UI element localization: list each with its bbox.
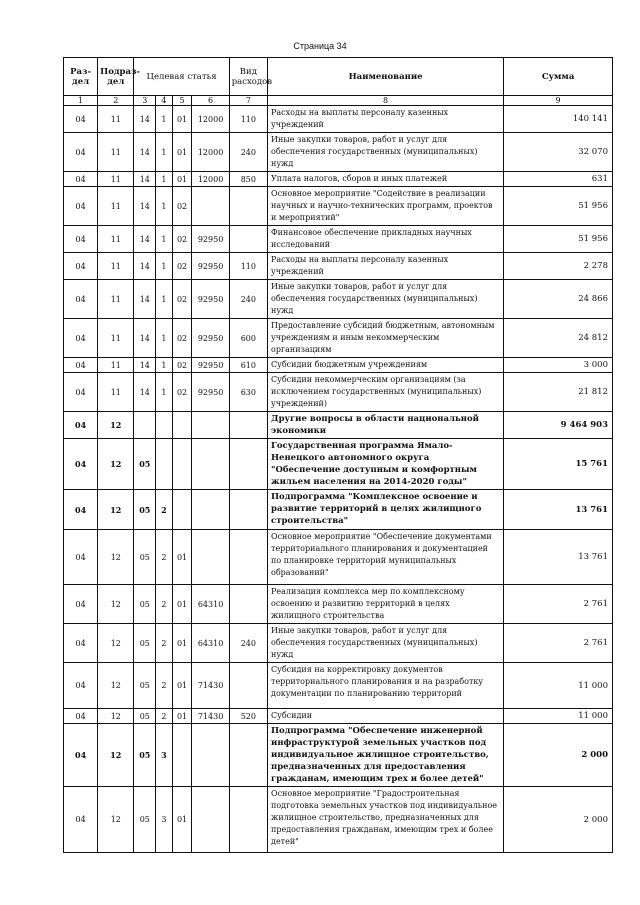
podrazdel-cell: 11 <box>98 172 134 187</box>
cs-event-cell: 02 <box>172 280 192 319</box>
summa-cell: 24 812 <box>504 319 613 358</box>
cs-subprogram-cell: 2 <box>156 490 173 530</box>
summa-cell: 11 000 <box>504 663 613 709</box>
razdel-cell: 04 <box>64 319 98 358</box>
table-row <box>64 172 613 187</box>
naimenovanie-cell: Предоставление субсидий бюджетным, автономным учреждениям и иным некоммерческим организациям <box>268 319 504 358</box>
col-num: 3 <box>134 96 156 106</box>
cs-event-cell: 01 <box>172 624 192 663</box>
razdel-cell: 04 <box>64 787 98 853</box>
cs-event-cell <box>172 724 192 787</box>
cs-event-cell: 01 <box>172 106 192 133</box>
vid-rashodov-cell <box>229 530 267 585</box>
table-row <box>64 787 613 853</box>
cs-subprogram-cell: 1 <box>156 319 173 358</box>
summa-cell: 2 000 <box>504 787 613 853</box>
cs-subprogram-cell: 1 <box>156 187 173 226</box>
table-row <box>64 187 613 226</box>
razdel-cell: 04 <box>64 530 98 585</box>
cs-direction-cell <box>192 724 229 787</box>
podrazdel-cell: 12 <box>98 624 134 663</box>
vid-rashodov-cell: 630 <box>229 373 267 412</box>
razdel-cell: 04 <box>64 490 98 530</box>
naimenovanie-cell: Субсидии бюджетным учреждениям <box>268 358 504 373</box>
vid-rashodov-cell: 610 <box>229 358 267 373</box>
cs-subprogram-cell <box>156 439 173 490</box>
cs-program-cell: 05 <box>134 585 156 624</box>
header-vid-rashodov: Вид расходов <box>229 58 267 96</box>
naimenovanie-cell: Уплата налогов, сборов и иных платежей <box>268 172 504 187</box>
cs-program-cell: 05 <box>134 787 156 853</box>
col-num: 5 <box>172 96 192 106</box>
cs-direction-cell <box>192 787 229 853</box>
cs-event-cell: 02 <box>172 358 192 373</box>
cs-event-cell <box>172 490 192 530</box>
razdel-cell: 04 <box>64 624 98 663</box>
podrazdel-cell: 12 <box>98 663 134 709</box>
naimenovanie-cell: Финансовое обеспечение прикладных научных исследований <box>268 226 504 253</box>
cs-direction-cell: 71430 <box>192 709 229 724</box>
cs-event-cell: 01 <box>172 585 192 624</box>
cs-program-cell: 14 <box>134 319 156 358</box>
cs-event-cell: 01 <box>172 172 192 187</box>
summa-cell: 32 070 <box>504 133 613 172</box>
podrazdel-cell: 11 <box>98 133 134 172</box>
vid-rashodov-cell: 110 <box>229 106 267 133</box>
vid-rashodov-cell: 520 <box>229 709 267 724</box>
razdel-cell: 04 <box>64 133 98 172</box>
naimenovanie-cell: Расходы на выплаты персоналу казенных учреждений <box>268 106 504 133</box>
podrazdel-cell: 12 <box>98 412 134 439</box>
cs-subprogram-cell: 1 <box>156 253 173 280</box>
razdel-cell: 04 <box>64 709 98 724</box>
col-num: 7 <box>229 96 267 106</box>
summa-cell: 631 <box>504 172 613 187</box>
cs-program-cell: 14 <box>134 187 156 226</box>
summa-cell: 2 761 <box>504 585 613 624</box>
cs-direction-cell <box>192 412 229 439</box>
cs-event-cell: 01 <box>172 133 192 172</box>
page-number: Страница 34 <box>293 41 347 51</box>
vid-rashodov-cell <box>229 226 267 253</box>
summa-cell: 2 000 <box>504 724 613 787</box>
table-row <box>64 490 613 530</box>
table-row <box>64 724 613 787</box>
razdel-cell: 04 <box>64 253 98 280</box>
cs-subprogram-cell: 2 <box>156 709 173 724</box>
cs-program-cell <box>134 412 156 439</box>
cs-subprogram-cell: 3 <box>156 724 173 787</box>
cs-subprogram-cell: 1 <box>156 373 173 412</box>
vid-rashodov-cell: 600 <box>229 319 267 358</box>
razdel-cell: 04 <box>64 187 98 226</box>
cs-program-cell: 05 <box>134 709 156 724</box>
table-row <box>64 133 613 172</box>
naimenovanie-cell: Иные закупки товаров, работ и услуг для обеспечения государственных (муниципальных) нужд <box>268 133 504 172</box>
podrazdel-cell: 12 <box>98 439 134 490</box>
naimenovanie-cell: Субсидии некоммерческим организациям (за исключением государственных (муниципальных) учреждений) <box>268 373 504 412</box>
summa-cell: 13 761 <box>504 490 613 530</box>
summa-cell: 11 000 <box>504 709 613 724</box>
header-celevaya-statya: Целевая статья <box>134 58 229 96</box>
summa-cell: 15 761 <box>504 439 613 490</box>
table-row <box>64 280 613 319</box>
cs-event-cell: 02 <box>172 319 192 358</box>
naimenovanie-cell: Реализация комплекса мер по комплексному освоению и развитию территорий в целях жилищного строительства <box>268 585 504 624</box>
razdel-cell: 04 <box>64 106 98 133</box>
naimenovanie-cell: Расходы на выплаты персоналу казенных учреждений <box>268 253 504 280</box>
cs-event-cell: 01 <box>172 709 192 724</box>
cs-program-cell: 05 <box>134 530 156 585</box>
cs-subprogram-cell: 2 <box>156 585 173 624</box>
razdel-cell: 04 <box>64 280 98 319</box>
cs-direction-cell: 64310 <box>192 624 229 663</box>
cs-event-cell: 02 <box>172 253 192 280</box>
vid-rashodov-cell <box>229 663 267 709</box>
podrazdel-cell: 12 <box>98 787 134 853</box>
razdel-cell: 04 <box>64 439 98 490</box>
naimenovanie-cell: Субсидия на корректировку документов территориального планирования и на разработку документации по планированию территорий <box>268 663 504 709</box>
summa-cell: 140 141 <box>504 106 613 133</box>
summa-cell: 3 000 <box>504 358 613 373</box>
cs-direction-cell <box>192 439 229 490</box>
cs-direction-cell: 64310 <box>192 585 229 624</box>
podrazdel-cell: 11 <box>98 253 134 280</box>
cs-program-cell: 05 <box>134 724 156 787</box>
cs-subprogram-cell: 2 <box>156 624 173 663</box>
razdel-cell: 04 <box>64 663 98 709</box>
naimenovanie-cell: Субсидии <box>268 709 504 724</box>
table-row <box>64 106 613 133</box>
cs-direction-cell: 12000 <box>192 172 229 187</box>
podrazdel-cell: 12 <box>98 724 134 787</box>
header-podrazdel: Подраз-дел <box>98 58 134 96</box>
razdel-cell: 04 <box>64 412 98 439</box>
vid-rashodov-cell: 110 <box>229 253 267 280</box>
cs-direction-cell: 92950 <box>192 226 229 253</box>
cs-direction-cell <box>192 187 229 226</box>
cs-program-cell: 14 <box>134 106 156 133</box>
cs-event-cell: 02 <box>172 226 192 253</box>
razdel-cell: 04 <box>64 358 98 373</box>
cs-direction-cell <box>192 530 229 585</box>
vid-rashodov-cell: 850 <box>229 172 267 187</box>
razdel-cell: 04 <box>64 172 98 187</box>
col-num: 8 <box>268 96 504 106</box>
podrazdel-cell: 12 <box>98 585 134 624</box>
vid-rashodov-cell: 240 <box>229 133 267 172</box>
budget-table <box>63 57 613 853</box>
naimenovanie-cell: Иные закупки товаров, работ и услуг для обеспечения государственных (муниципальных) нужд <box>268 280 504 319</box>
podrazdel-cell: 11 <box>98 358 134 373</box>
cs-program-cell: 14 <box>134 373 156 412</box>
vid-rashodov-cell <box>229 439 267 490</box>
summa-cell: 21 812 <box>504 373 613 412</box>
vid-rashodov-cell <box>229 585 267 624</box>
podrazdel-cell: 12 <box>98 530 134 585</box>
col-num: 2 <box>98 96 134 106</box>
naimenovanie-cell: Другие вопросы в области национальной экономики <box>268 412 504 439</box>
podrazdel-cell: 12 <box>98 709 134 724</box>
vid-rashodov-cell <box>229 787 267 853</box>
table-row <box>64 530 613 585</box>
column-numbers-row <box>64 96 613 106</box>
naimenovanie-cell: Подпрограмма "Комплексное освоение и развитие территорий в целях жилищного строительства" <box>268 490 504 530</box>
cs-direction-cell: 71430 <box>192 663 229 709</box>
summa-cell: 13 761 <box>504 530 613 585</box>
cs-direction-cell: 92950 <box>192 373 229 412</box>
vid-rashodov-cell: 240 <box>229 624 267 663</box>
cs-program-cell: 14 <box>134 226 156 253</box>
table-row <box>64 358 613 373</box>
cs-program-cell: 05 <box>134 624 156 663</box>
naimenovanie-cell: Основное мероприятие "Обеспечение документами территориального планирования и документацией по планировке территорий муниципальных образований" <box>268 530 504 585</box>
summa-cell: 2 278 <box>504 253 613 280</box>
vid-rashodov-cell: 240 <box>229 280 267 319</box>
summa-cell: 9 464 903 <box>504 412 613 439</box>
razdel-cell: 04 <box>64 373 98 412</box>
podrazdel-cell: 11 <box>98 187 134 226</box>
cs-event-cell: 01 <box>172 787 192 853</box>
summa-cell: 51 956 <box>504 226 613 253</box>
podrazdel-cell: 11 <box>98 106 134 133</box>
razdel-cell: 04 <box>64 724 98 787</box>
summa-cell: 51 956 <box>504 187 613 226</box>
podrazdel-cell: 11 <box>98 319 134 358</box>
cs-event-cell <box>172 439 192 490</box>
vid-rashodov-cell <box>229 412 267 439</box>
cs-subprogram-cell: 1 <box>156 106 173 133</box>
cs-event-cell <box>172 412 192 439</box>
cs-program-cell: 05 <box>134 439 156 490</box>
cs-direction-cell: 12000 <box>192 106 229 133</box>
col-num: 9 <box>504 96 613 106</box>
naimenovanie-cell: Основное мероприятие "Градостроительная подготовка земельных участков под индивидуальное жилищное строительство, предназначенных для предоставления гражданам, имеющим трех и более детей" <box>268 787 504 853</box>
header-razdel: Раз-дел <box>64 58 98 96</box>
cs-subprogram-cell: 1 <box>156 133 173 172</box>
col-num: 6 <box>192 96 229 106</box>
cs-subprogram-cell: 3 <box>156 787 173 853</box>
cs-subprogram-cell: 1 <box>156 358 173 373</box>
cs-program-cell: 14 <box>134 358 156 373</box>
cs-subprogram-cell <box>156 412 173 439</box>
cs-event-cell: 02 <box>172 373 192 412</box>
summa-cell: 2 761 <box>504 624 613 663</box>
naimenovanie-cell: Подпрограмма "Обеспечение инженерной инфраструктурой земельных участков под индивидуальное жилищное строительство, предназначенных для предоставления гражданам, имеющим трех и более детей" <box>268 724 504 787</box>
cs-program-cell: 14 <box>134 133 156 172</box>
cs-direction-cell: 92950 <box>192 358 229 373</box>
cs-direction-cell: 12000 <box>192 133 229 172</box>
cs-event-cell: 01 <box>172 663 192 709</box>
table-row <box>64 253 613 280</box>
cs-program-cell: 14 <box>134 172 156 187</box>
vid-rashodov-cell <box>229 490 267 530</box>
naimenovanie-cell: Государственная программа Ямало-Ненецкого автономного округа "Обеспечение доступным и комфортным жильем населения на 2014-2020 годы" <box>268 439 504 490</box>
table-row <box>64 709 613 724</box>
razdel-cell: 04 <box>64 226 98 253</box>
cs-subprogram-cell: 1 <box>156 280 173 319</box>
table-row <box>64 319 613 358</box>
table-row <box>64 439 613 490</box>
table-row <box>64 226 613 253</box>
podrazdel-cell: 11 <box>98 280 134 319</box>
summa-cell: 24 866 <box>504 280 613 319</box>
cs-direction-cell: 92950 <box>192 319 229 358</box>
cs-subprogram-cell: 1 <box>156 226 173 253</box>
cs-direction-cell <box>192 490 229 530</box>
cs-program-cell: 14 <box>134 253 156 280</box>
cs-event-cell: 01 <box>172 530 192 585</box>
col-num: 1 <box>64 96 98 106</box>
cs-subprogram-cell: 2 <box>156 663 173 709</box>
table-row <box>64 624 613 663</box>
podrazdel-cell: 11 <box>98 226 134 253</box>
podrazdel-cell: 12 <box>98 490 134 530</box>
table-row <box>64 585 613 624</box>
cs-subprogram-cell: 1 <box>156 172 173 187</box>
cs-direction-cell: 92950 <box>192 280 229 319</box>
podrazdel-cell: 11 <box>98 373 134 412</box>
cs-program-cell: 05 <box>134 663 156 709</box>
header-summa: Сумма <box>504 58 613 96</box>
cs-direction-cell: 92950 <box>192 253 229 280</box>
naimenovanie-cell: Иные закупки товаров, работ и услуг для обеспечения государственных (муниципальных) нужд <box>268 624 504 663</box>
cs-program-cell: 05 <box>134 490 156 530</box>
cs-program-cell: 14 <box>134 280 156 319</box>
cs-subprogram-cell: 2 <box>156 530 173 585</box>
vid-rashodov-cell <box>229 724 267 787</box>
vid-rashodov-cell <box>229 187 267 226</box>
razdel-cell: 04 <box>64 585 98 624</box>
table-row <box>64 373 613 412</box>
table-row <box>64 412 613 439</box>
naimenovanie-cell: Основное мероприятие "Содействие в реализации научных и научно-технических программ, проектов и мероприятий" <box>268 187 504 226</box>
col-num: 4 <box>156 96 173 106</box>
header-naimenovanie: Наименование <box>268 58 504 96</box>
table-row <box>64 663 613 709</box>
cs-event-cell: 02 <box>172 187 192 226</box>
